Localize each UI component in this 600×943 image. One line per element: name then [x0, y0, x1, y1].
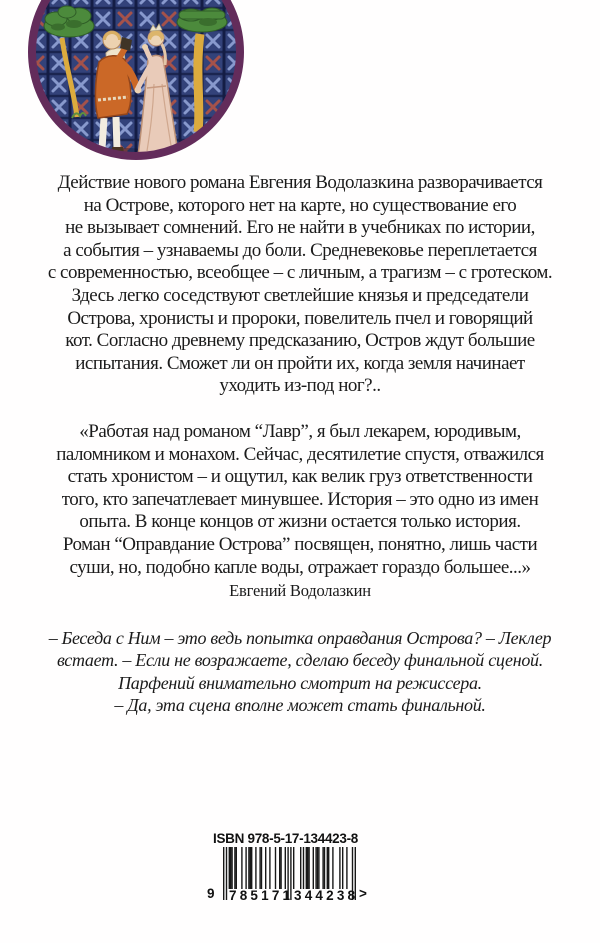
- book-excerpt: [0, 627, 600, 716]
- text-line: того, кто запечатлевает минувшее. История – это одно из имен: [61, 488, 539, 510]
- text-line: Здесь легко соседствуют светлейшие князья и председатели: [71, 284, 529, 306]
- text-line: опыта. В конце концов от жизни остается только история.: [79, 511, 521, 533]
- quote-author-name: Евгений Водолазкин: [229, 581, 371, 600]
- text-line: Роман “Оправдание Острова” посвящен, понятно, лишь части: [62, 533, 538, 555]
- text-line: – Беседа с Ним – это ведь попытка оправдания Острова? – Леклер: [48, 628, 552, 648]
- annotation-paragraph: [0, 172, 600, 398]
- text-line: Действие нового романа Евгения Водолазкина разворачивается: [57, 172, 543, 193]
- text-line: Острова, хронисты и пророки, повелитель пчел и говорящий: [67, 307, 533, 329]
- barcode-first-digit: 9: [207, 886, 215, 901]
- text-line: не вызывает сомнений. Его не найти в учебниках по истории,: [65, 217, 535, 239]
- text-line: испытания. Сможет ли он пройти их, когда земля начинает: [75, 352, 525, 374]
- text-line: на Острове, которого нет на карте, но существование его: [83, 194, 517, 216]
- text-line: а события – узнаваемы до боли. Средневековье переплетается: [63, 239, 537, 261]
- text-line: «Работая над романом “Лавр”, я был лекарем, юродивым,: [79, 421, 521, 442]
- barcode-group2: 344238: [294, 888, 359, 903]
- text-line: суши, но, подобно капле воды, отражает гораздо большее...»: [69, 556, 531, 578]
- author-quote: [0, 421, 600, 579]
- text-line: – Да, эта сцена вполне может стать финальной.: [114, 694, 486, 715]
- text-line: с современностью, всеобщее – с личным, а трагизм – с гротеском.: [47, 262, 553, 284]
- text-line: Парфений внимательно смотрит на режиссера.: [118, 672, 482, 693]
- medieval-couple-illustration: [26, 0, 244, 160]
- text-line: уходить из-под ног?..: [219, 375, 381, 397]
- ean13-barcode: [207, 847, 373, 905]
- medallion-illustration: [26, 0, 244, 160]
- text-line: стать хронистом – и ощутил, как велик груз ответственности: [67, 466, 533, 488]
- barcode-group1: 785171: [229, 888, 294, 903]
- text-line: паломником и монахом. Сейчас, десятилетие спустя, отважился: [56, 443, 544, 465]
- barcode-quiet-zone-mark: >: [359, 886, 367, 901]
- isbn-label: ISBN 978-5-17-134423-8: [213, 831, 358, 846]
- text-line: кот. Согласно древнему предсказанию, Остров ждут большие: [65, 330, 535, 352]
- text-line: встает. – Если не возражаете, сделаю беседу финальной сценой.: [57, 650, 543, 671]
- barcode-block: [207, 831, 373, 905]
